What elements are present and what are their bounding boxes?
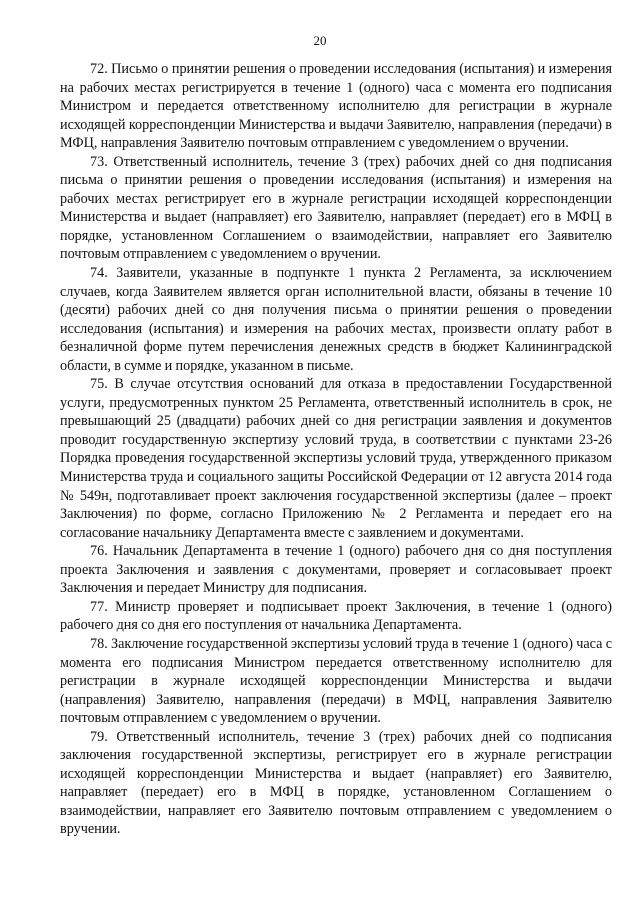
paragraph-73: 73. Ответственный исполнитель, течение 3 (трех) рабочих дней со дня подписания письма о принятии решения о проведении исследования (испытания) и измерения на рабочих местах регистрирует его в журнале регистрации исходящей корреспонденции Министерства и выдает (направляет) его Заявителю, направляет (передает) его в МФЦ в порядке, установленном Соглашением о взаимодействии, направляет его Заявителю почтовым отправлением с уведомлением о вручении. (60, 153, 612, 263)
paragraph-78: 78. Заключение государственной экспертизы условий труда в течение 1 (одного) часа с момента его подписания Министром передается ответственному исполнителю для регистрации в журнале исходящей корреспонденции Министерства и выдачи (направления) Заявителю, направления (передачи) в МФЦ, направления Заявителю почтовым отправлением с уведомлением о вручении. (60, 635, 612, 727)
paragraph-75: 75. В случае отсутствия оснований для отказа в предоставлении Государственной услуги, предусмотренных пунктом 25 Регламента, ответственный исполнитель в срок, не превышающий 25 (двадцати) рабочих дней со дня регистрации заявления и документов проводит государственную экспертизу условий труда, в соответствии с пунктами 23-26 Порядка проведения государственной экспертизы условий труда, утвержденного приказом Министерства труда и социального защиты Российской Федерации от 12 августа 2014 года № 549н, подготавливает проект заключения государственной экспертизы (далее – проект Заключения) по форме, согласно Приложению № 2 Регламента и передает его на согласование начальнику Департамента вместе с заявлением и документами. (60, 376, 612, 541)
paragraph-76: 76. Начальник Департамента в течение 1 (одного) рабочего дня со дня поступления проекта Заключения и заявления с документами, проверяет и согласовывает проект Заключения и передает Министру для подписания. (60, 543, 612, 597)
paragraph-72: 72. Письмо о принятии решения о проведении исследования (испытания) и измерения на рабочих местах регистрируется в течение 1 (одного) часа с момента его подписания Министром и передается ответственному исполнителю для регистрации в журнале исходящей корреспонденции Министерства и выдачи Заявителю, направления (передачи) в МФЦ, направления Заявителю почтовым отправлением с уведомлением о вручении. (60, 61, 612, 152)
paragraph-74: 74. Заявители, указанные в подпункте 1 пункта 2 Регламента, за исключением случаев, когда Заявителем является орган исполнительной власти, обязаны в течение 10 (десяти) рабочих дней со дня получения письма о принятии решения о проведении исследования (испытания) и измерения на рабочих местах, произвести оплату работ в безналичной форме путем перечисления денежных средств в бюджет Калининградской области, в сумме и порядке, указанном в письме. (60, 265, 612, 374)
paragraph-79: 79. Ответственный исполнитель, течение 3 (трех) рабочих дней со подписания заключения государственной экспертизы, регистрирует его в журнале регистрации исходящей корреспонденции Министерства и выдает (направляет) его Заявителю, направляет (передает) его в МФЦ в порядке, установленном Соглашением о взаимодействии, направляет его Заявителю почтовым отправлением с уведомлением о вручении. (60, 728, 612, 838)
document-body (60, 60, 612, 839)
paragraph-77: 77. Министр проверяет и подписывает проект Заключения, в течение 1 (одного) рабочего дня со дня его поступления от начальника Департамента. (60, 598, 612, 634)
page-number: 20 (313, 33, 327, 48)
